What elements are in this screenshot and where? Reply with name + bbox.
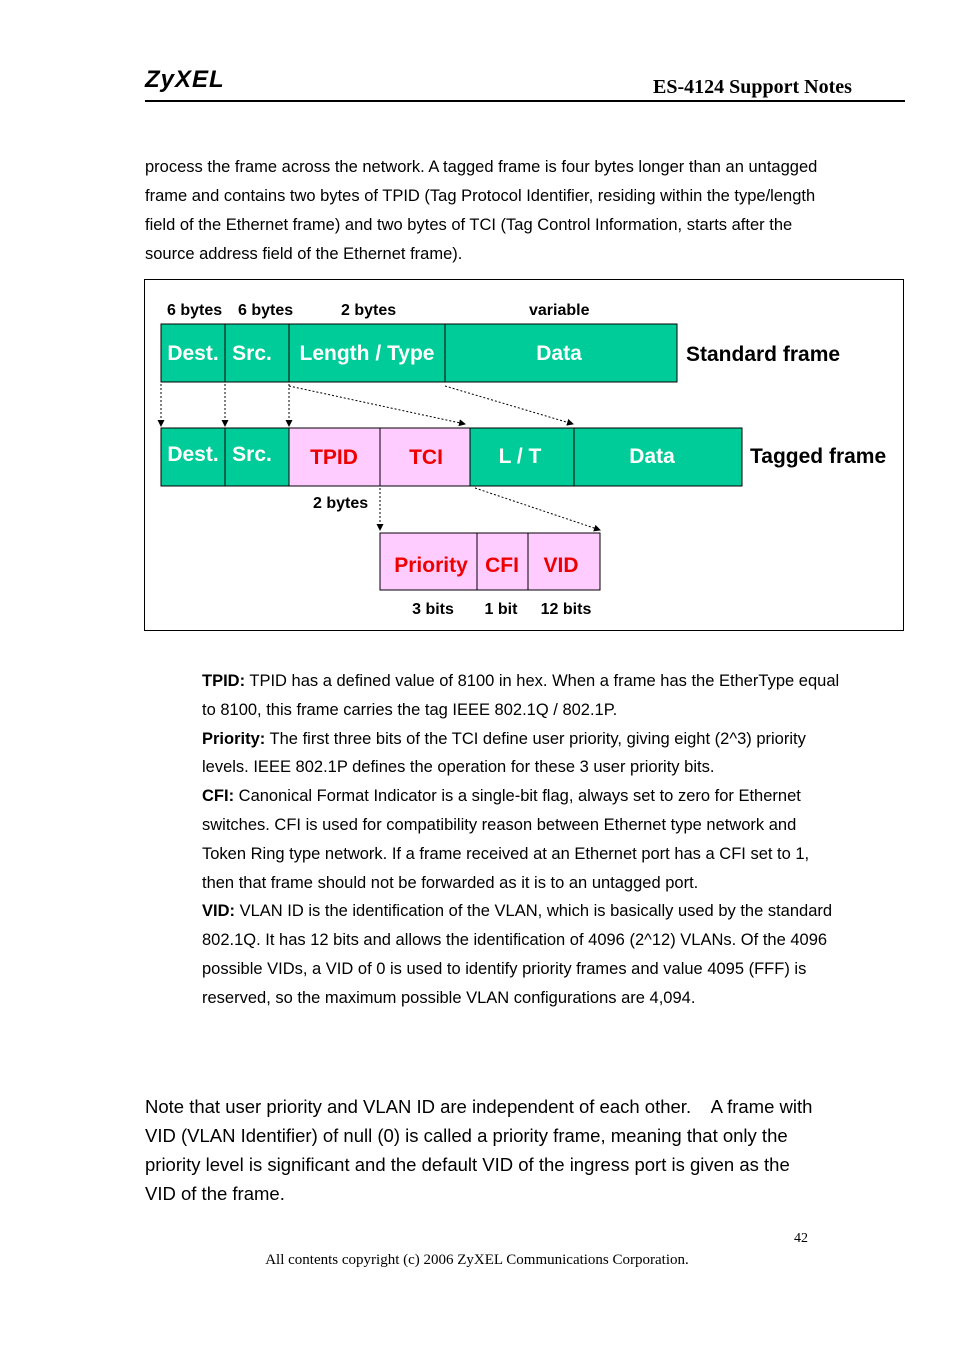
tci-label-cfi: CFI xyxy=(485,554,519,577)
std-label-type: Length / Type xyxy=(299,342,435,365)
connector-type-lt xyxy=(289,386,465,424)
connector-tci-right xyxy=(475,488,600,530)
tci-breakdown xyxy=(380,533,600,618)
standard-frame-label: Standard frame xyxy=(686,343,841,366)
frame-connectors xyxy=(161,384,573,426)
page-number: 42 xyxy=(794,1231,808,1246)
definition-term: TPID: xyxy=(202,672,246,690)
tagged-frame-label: Tagged frame xyxy=(750,445,887,468)
frame-format-figure xyxy=(144,279,904,631)
intro-paragraph: process the frame across the network. A tagged frame is four bytes longer than an untagged frame and contains two bytes of TPID (Tag Protocol Identifier, residing within the type/length field of the Ethernet frame) and two bytes of TCI (Tag Control Information, starts after the source address field of the Ethernet frame). xyxy=(145,158,818,263)
definition-vid xyxy=(202,897,842,1012)
header-rule xyxy=(145,100,905,102)
std-size-data: variable xyxy=(529,302,590,319)
definition-text: VLAN ID is the identification of the VLAN, which is basically used by the standard 802.1Q. It has 12 bits and allows the identification of 4096 (2^12) VLANs. Of the 4096 possible VIDs, a VID of 0 is used to identify priority frames and value 4095 (FFF) is reserved, so the maximum possible VLAN configurations are 4,094. xyxy=(202,902,833,1007)
definition-text: TPID has a defined value of 8100 in hex. When a frame has the EtherType equal to 8100, this frame carries the tag IEEE 802.1Q / 802.1P. xyxy=(202,672,840,719)
std-label-src: Src. xyxy=(232,342,272,365)
note-paragraph: Note that user priority and VLAN ID are independent of each other. A frame with VID (VLAN Identifier) of null (0) is called a priority frame, meaning that only the priority level is significant and the default VID of the ingress port is given as the VID of the frame. xyxy=(145,1096,818,1204)
tci-size-cfi: 1 bit xyxy=(484,601,518,618)
tpid-size-label: 2 bytes xyxy=(313,495,369,512)
definition-term: VID: xyxy=(202,902,235,921)
tci-label-vid: VID xyxy=(543,554,579,577)
definition-term: CFI: xyxy=(202,787,235,806)
frame-format-diagram xyxy=(145,280,905,632)
tci-size-vid: 12 bits xyxy=(540,601,592,618)
field-definitions xyxy=(202,667,842,1013)
tag-label-tpid: TPID xyxy=(310,446,358,469)
tag-label-data: Data xyxy=(629,445,675,468)
definition-cfi xyxy=(202,782,842,897)
tci-size-priority: 3 bits xyxy=(412,601,454,618)
std-size-dest: 6 bytes xyxy=(167,302,223,319)
definition-priority xyxy=(202,725,842,783)
std-label-dest: Dest. xyxy=(167,342,219,365)
std-size-src: 6 bytes xyxy=(238,302,294,319)
connector-data xyxy=(445,386,573,424)
standard-frame xyxy=(161,324,677,382)
definition-tpid xyxy=(202,667,842,725)
tci-label-priority: Priority xyxy=(394,554,468,577)
tci-connectors xyxy=(380,488,600,530)
tagged-frame xyxy=(161,428,742,486)
std-size-type: 2 bytes xyxy=(341,302,397,319)
document-title: ES-4124 Support Notes xyxy=(653,76,852,98)
zyxel-logo: ZyXEL xyxy=(145,66,225,93)
copyright-footer: All contents copyright (c) 2006 ZyXEL Communications Corporation. xyxy=(265,1252,689,1268)
definition-text: Canonical Format Indicator is a single-bit flag, always set to zero for Ethernet switches. CFI is used for compatibility reason between Ethernet type network and Token Ring type network. If a frame received at an Ethernet port has a CFI set to 1, then that frame should not be forwarded as it is to an untagged port. xyxy=(202,787,810,892)
tag-label-dest: Dest. xyxy=(167,443,219,466)
definition-term: Priority: xyxy=(202,729,266,748)
tag-label-tci: TCI xyxy=(409,446,443,469)
definition-text: The first three bits of the TCI define user priority, giving eight (2^3) priority levels. IEEE 802.1P defines the operation for these 3 user priority bits. xyxy=(202,729,806,777)
tag-label-src: Src. xyxy=(232,443,272,466)
std-label-data: Data xyxy=(536,342,582,365)
tag-label-lt: L / T xyxy=(498,445,542,468)
